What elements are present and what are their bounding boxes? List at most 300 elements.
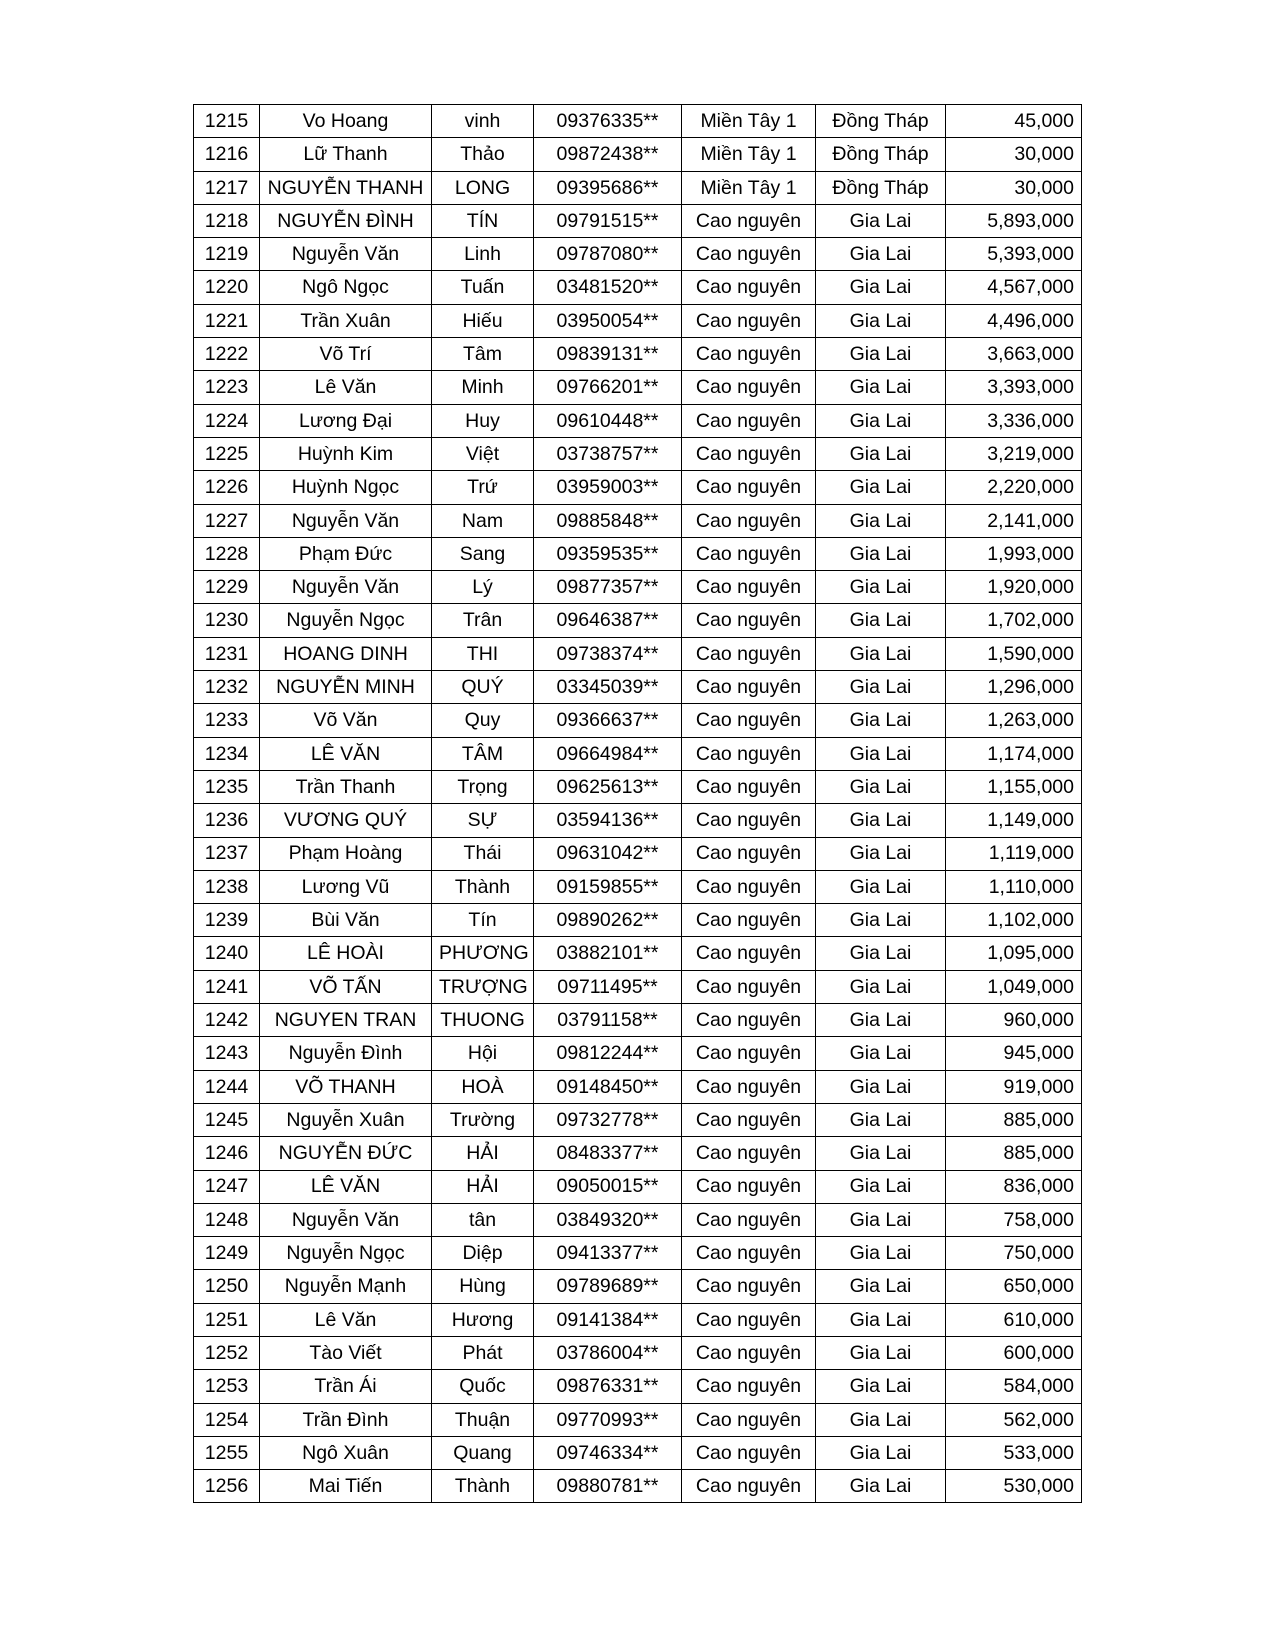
cell-last-name: Quang: [432, 1436, 534, 1469]
cell-region: Cao nguyên: [682, 504, 816, 537]
cell-province: Gia Lai: [816, 904, 946, 937]
cell-region: Cao nguyên: [682, 970, 816, 1003]
cell-last-name: Quốc: [432, 1370, 534, 1403]
cell-id: 1251: [194, 1303, 260, 1336]
cell-first-name: NGUYỄN MINH: [260, 671, 432, 704]
cell-amount: 1,102,000: [946, 904, 1082, 937]
cell-last-name: Thái: [432, 837, 534, 870]
cell-region: Miền Tây 1: [682, 105, 816, 138]
cell-province: Gia Lai: [816, 271, 946, 304]
table-row: [194, 1203, 1082, 1236]
cell-id: 1238: [194, 870, 260, 903]
cell-province: Gia Lai: [816, 1370, 946, 1403]
cell-phone: 09359535**: [534, 537, 682, 570]
cell-last-name: Hội: [432, 1037, 534, 1070]
cell-first-name: NGUYỄN ĐÌNH: [260, 204, 432, 237]
cell-first-name: HOANG DINH: [260, 637, 432, 670]
cell-region: Cao nguyên: [682, 870, 816, 903]
cell-amount: 2,220,000: [946, 471, 1082, 504]
cell-amount: 30,000: [946, 171, 1082, 204]
table-row: [194, 1436, 1082, 1469]
table-row: [194, 637, 1082, 670]
cell-amount: 1,702,000: [946, 604, 1082, 637]
cell-id: 1227: [194, 504, 260, 537]
cell-phone: 09148450**: [534, 1070, 682, 1103]
cell-region: Cao nguyên: [682, 537, 816, 570]
cell-phone: 03849320**: [534, 1203, 682, 1236]
cell-id: 1222: [194, 338, 260, 371]
cell-first-name: LÊ VĂN: [260, 1170, 432, 1203]
cell-amount: 1,119,000: [946, 837, 1082, 870]
cell-amount: 45,000: [946, 105, 1082, 138]
table-row: [194, 870, 1082, 903]
table-row: [194, 1470, 1082, 1503]
cell-amount: 885,000: [946, 1103, 1082, 1136]
cell-first-name: Nguyễn Văn: [260, 504, 432, 537]
cell-amount: 960,000: [946, 1004, 1082, 1037]
cell-province: Gia Lai: [816, 204, 946, 237]
cell-phone: 09812244**: [534, 1037, 682, 1070]
cell-phone: 09877357**: [534, 571, 682, 604]
cell-region: Miền Tây 1: [682, 171, 816, 204]
cell-phone: 09885848**: [534, 504, 682, 537]
cell-phone: 09746334**: [534, 1436, 682, 1469]
cell-region: Cao nguyên: [682, 1203, 816, 1236]
cell-region: Cao nguyên: [682, 238, 816, 271]
cell-amount: 610,000: [946, 1303, 1082, 1336]
cell-province: Đồng Tháp: [816, 138, 946, 171]
cell-last-name: Thảo: [432, 138, 534, 171]
cell-province: Gia Lai: [816, 1436, 946, 1469]
cell-last-name: Nam: [432, 504, 534, 537]
table-row: [194, 804, 1082, 837]
cell-region: Miền Tây 1: [682, 138, 816, 171]
cell-province: Gia Lai: [816, 504, 946, 537]
cell-region: Cao nguyên: [682, 1470, 816, 1503]
cell-amount: 885,000: [946, 1137, 1082, 1170]
cell-first-name: Trần Thanh: [260, 770, 432, 803]
cell-first-name: LÊ VĂN: [260, 737, 432, 770]
cell-region: Cao nguyên: [682, 904, 816, 937]
cell-province: Gia Lai: [816, 338, 946, 371]
cell-amount: 1,590,000: [946, 637, 1082, 670]
cell-province: Gia Lai: [816, 704, 946, 737]
cell-province: Gia Lai: [816, 970, 946, 1003]
cell-last-name: Việt: [432, 437, 534, 470]
cell-phone: 03786004**: [534, 1336, 682, 1369]
cell-id: 1231: [194, 637, 260, 670]
table-row: [194, 404, 1082, 437]
cell-region: Cao nguyên: [682, 338, 816, 371]
cell-amount: 836,000: [946, 1170, 1082, 1203]
table-row: [194, 737, 1082, 770]
cell-id: 1233: [194, 704, 260, 737]
cell-phone: 08483377**: [534, 1137, 682, 1170]
cell-id: 1245: [194, 1103, 260, 1136]
cell-first-name: Lê Văn: [260, 371, 432, 404]
cell-last-name: TÂM: [432, 737, 534, 770]
cell-phone: 03345039**: [534, 671, 682, 704]
cell-province: Gia Lai: [816, 770, 946, 803]
cell-region: Cao nguyên: [682, 1137, 816, 1170]
cell-phone: 09791515**: [534, 204, 682, 237]
table-row: [194, 904, 1082, 937]
cell-amount: 1,174,000: [946, 737, 1082, 770]
cell-amount: 650,000: [946, 1270, 1082, 1303]
table-row: [194, 437, 1082, 470]
cell-last-name: Thành: [432, 870, 534, 903]
cell-phone: 03882101**: [534, 937, 682, 970]
cell-region: Cao nguyên: [682, 1370, 816, 1403]
cell-last-name: Huy: [432, 404, 534, 437]
cell-phone: 03959003**: [534, 471, 682, 504]
cell-id: 1230: [194, 604, 260, 637]
cell-first-name: Vo Hoang: [260, 105, 432, 138]
table-row: [194, 1137, 1082, 1170]
cell-amount: 1,920,000: [946, 571, 1082, 604]
cell-province: Gia Lai: [816, 870, 946, 903]
cell-id: 1226: [194, 471, 260, 504]
table-row: [194, 837, 1082, 870]
cell-province: Gia Lai: [816, 1103, 946, 1136]
cell-amount: 533,000: [946, 1436, 1082, 1469]
cell-first-name: Trần Ái: [260, 1370, 432, 1403]
cell-amount: 1,155,000: [946, 770, 1082, 803]
cell-amount: 562,000: [946, 1403, 1082, 1436]
cell-phone: 09872438**: [534, 138, 682, 171]
cell-last-name: Lý: [432, 571, 534, 604]
cell-amount: 750,000: [946, 1237, 1082, 1270]
cell-last-name: Phát: [432, 1336, 534, 1369]
cell-amount: 919,000: [946, 1070, 1082, 1103]
cell-province: Đồng Tháp: [816, 105, 946, 138]
cell-amount: 3,393,000: [946, 371, 1082, 404]
cell-first-name: VÕ TẤN: [260, 970, 432, 1003]
cell-phone: 03594136**: [534, 804, 682, 837]
cell-last-name: Tuấn: [432, 271, 534, 304]
cell-amount: 530,000: [946, 1470, 1082, 1503]
table-row: [194, 371, 1082, 404]
cell-region: Cao nguyên: [682, 1070, 816, 1103]
cell-amount: 1,110,000: [946, 870, 1082, 903]
cell-region: Cao nguyên: [682, 1170, 816, 1203]
cell-phone: 09770993**: [534, 1403, 682, 1436]
cell-first-name: Võ Văn: [260, 704, 432, 737]
table-row: [194, 271, 1082, 304]
table-row: [194, 604, 1082, 637]
cell-first-name: Lương Đại: [260, 404, 432, 437]
cell-id: 1218: [194, 204, 260, 237]
cell-phone: 09159855**: [534, 870, 682, 903]
cell-last-name: HOÀ: [432, 1070, 534, 1103]
cell-amount: 600,000: [946, 1336, 1082, 1369]
cell-last-name: Hương: [432, 1303, 534, 1336]
cell-amount: 3,219,000: [946, 437, 1082, 470]
table-row: [194, 970, 1082, 1003]
cell-id: 1239: [194, 904, 260, 937]
cell-first-name: Phạm Đức: [260, 537, 432, 570]
cell-first-name: Tào Viết: [260, 1336, 432, 1369]
cell-amount: 584,000: [946, 1370, 1082, 1403]
cell-province: Gia Lai: [816, 437, 946, 470]
table-row: [194, 671, 1082, 704]
cell-last-name: LONG: [432, 171, 534, 204]
cell-amount: 1,149,000: [946, 804, 1082, 837]
cell-amount: 1,296,000: [946, 671, 1082, 704]
cell-id: 1229: [194, 571, 260, 604]
cell-region: Cao nguyên: [682, 1336, 816, 1369]
cell-region: Cao nguyên: [682, 637, 816, 670]
cell-region: Cao nguyên: [682, 1270, 816, 1303]
table-row: [194, 171, 1082, 204]
table-row: [194, 770, 1082, 803]
table-row: [194, 204, 1082, 237]
cell-amount: 5,393,000: [946, 238, 1082, 271]
cell-region: Cao nguyên: [682, 1004, 816, 1037]
table-row: [194, 504, 1082, 537]
cell-id: 1232: [194, 671, 260, 704]
table-row: [194, 1303, 1082, 1336]
cell-id: 1225: [194, 437, 260, 470]
table-row: [194, 471, 1082, 504]
table-row: [194, 138, 1082, 171]
cell-region: Cao nguyên: [682, 571, 816, 604]
table-row: [194, 1170, 1082, 1203]
table-row: [194, 1237, 1082, 1270]
cell-last-name: Hiếu: [432, 304, 534, 337]
cell-province: Gia Lai: [816, 571, 946, 604]
cell-province: Gia Lai: [816, 1170, 946, 1203]
cell-first-name: Nguyễn Ngọc: [260, 1237, 432, 1270]
cell-last-name: HẢI: [432, 1170, 534, 1203]
cell-phone: 03481520**: [534, 271, 682, 304]
cell-id: 1255: [194, 1436, 260, 1469]
cell-first-name: Ngô Xuân: [260, 1436, 432, 1469]
table-row: [194, 1270, 1082, 1303]
cell-id: 1253: [194, 1370, 260, 1403]
cell-phone: 09789689**: [534, 1270, 682, 1303]
cell-province: Gia Lai: [816, 238, 946, 271]
cell-last-name: Tín: [432, 904, 534, 937]
cell-first-name: Nguyễn Ngọc: [260, 604, 432, 637]
table-row: [194, 238, 1082, 271]
cell-last-name: QUÝ: [432, 671, 534, 704]
cell-last-name: HẢI: [432, 1137, 534, 1170]
cell-first-name: Lương Vũ: [260, 870, 432, 903]
cell-first-name: Ngô Ngọc: [260, 271, 432, 304]
cell-province: Gia Lai: [816, 1237, 946, 1270]
cell-province: Gia Lai: [816, 1303, 946, 1336]
cell-region: Cao nguyên: [682, 737, 816, 770]
cell-phone: 09631042**: [534, 837, 682, 870]
cell-region: Cao nguyên: [682, 1237, 816, 1270]
table-row: [194, 1004, 1082, 1037]
cell-last-name: TÍN: [432, 204, 534, 237]
cell-first-name: VƯƠNG QUÝ: [260, 804, 432, 837]
cell-phone: 09766201**: [534, 371, 682, 404]
cell-last-name: Hùng: [432, 1270, 534, 1303]
cell-id: 1240: [194, 937, 260, 970]
cell-first-name: Nguyễn Văn: [260, 1203, 432, 1236]
cell-last-name: Sang: [432, 537, 534, 570]
cell-id: 1243: [194, 1037, 260, 1070]
cell-first-name: NGUYỄN THANH: [260, 171, 432, 204]
cell-id: 1221: [194, 304, 260, 337]
cell-id: 1235: [194, 770, 260, 803]
cell-phone: 09876331**: [534, 1370, 682, 1403]
table-row: [194, 105, 1082, 138]
cell-phone: 03791158**: [534, 1004, 682, 1037]
cell-last-name: Linh: [432, 238, 534, 271]
cell-phone: 09787080**: [534, 238, 682, 271]
cell-province: Gia Lai: [816, 1137, 946, 1170]
cell-region: Cao nguyên: [682, 937, 816, 970]
cell-amount: 1,095,000: [946, 937, 1082, 970]
cell-phone: 09625613**: [534, 770, 682, 803]
cell-phone: 09395686**: [534, 171, 682, 204]
cell-phone: 09711495**: [534, 970, 682, 1003]
table-row: [194, 571, 1082, 604]
cell-province: Gia Lai: [816, 837, 946, 870]
cell-first-name: Mai Tiến: [260, 1470, 432, 1503]
cell-first-name: Lữ Thanh: [260, 138, 432, 171]
cell-first-name: Lê Văn: [260, 1303, 432, 1336]
cell-province: Đồng Tháp: [816, 171, 946, 204]
cell-first-name: LÊ HOÀI: [260, 937, 432, 970]
table-row: [194, 1403, 1082, 1436]
cell-province: Gia Lai: [816, 1270, 946, 1303]
table-row: [194, 937, 1082, 970]
cell-last-name: Tâm: [432, 338, 534, 371]
table-row: [194, 1336, 1082, 1369]
cell-amount: 5,893,000: [946, 204, 1082, 237]
cell-amount: 1,263,000: [946, 704, 1082, 737]
cell-amount: 1,049,000: [946, 970, 1082, 1003]
table-row: [194, 304, 1082, 337]
cell-id: 1228: [194, 537, 260, 570]
cell-region: Cao nguyên: [682, 437, 816, 470]
cell-first-name: Nguyễn Văn: [260, 238, 432, 271]
cell-first-name: Trần Xuân: [260, 304, 432, 337]
cell-province: Gia Lai: [816, 1070, 946, 1103]
cell-province: Gia Lai: [816, 1470, 946, 1503]
cell-amount: 1,993,000: [946, 537, 1082, 570]
cell-phone: 09738374**: [534, 637, 682, 670]
cell-amount: 3,336,000: [946, 404, 1082, 437]
cell-last-name: Trân: [432, 604, 534, 637]
cell-phone: 03950054**: [534, 304, 682, 337]
cell-amount: 4,567,000: [946, 271, 1082, 304]
cell-phone: 09646387**: [534, 604, 682, 637]
cell-province: Gia Lai: [816, 371, 946, 404]
cell-phone: 09890262**: [534, 904, 682, 937]
table-row: [194, 1037, 1082, 1070]
cell-last-name: Trường: [432, 1103, 534, 1136]
cell-id: 1236: [194, 804, 260, 837]
cell-last-name: THI: [432, 637, 534, 670]
cell-province: Gia Lai: [816, 804, 946, 837]
cell-first-name: VÕ THANH: [260, 1070, 432, 1103]
cell-id: 1254: [194, 1403, 260, 1436]
cell-id: 1215: [194, 105, 260, 138]
cell-region: Cao nguyên: [682, 604, 816, 637]
cell-id: 1250: [194, 1270, 260, 1303]
cell-id: 1217: [194, 171, 260, 204]
cell-province: Gia Lai: [816, 471, 946, 504]
cell-first-name: Huỳnh Kim: [260, 437, 432, 470]
cell-province: Gia Lai: [816, 937, 946, 970]
cell-last-name: Diệp: [432, 1237, 534, 1270]
cell-last-name: tân: [432, 1203, 534, 1236]
cell-province: Gia Lai: [816, 604, 946, 637]
cell-region: Cao nguyên: [682, 1403, 816, 1436]
cell-province: Gia Lai: [816, 737, 946, 770]
cell-first-name: Võ Trí: [260, 338, 432, 371]
cell-id: 1241: [194, 970, 260, 1003]
cell-last-name: vinh: [432, 105, 534, 138]
cell-province: Gia Lai: [816, 1403, 946, 1436]
cell-first-name: Nguyễn Xuân: [260, 1103, 432, 1136]
cell-phone: 09880781**: [534, 1470, 682, 1503]
cell-first-name: Nguyễn Đình: [260, 1037, 432, 1070]
table-row: [194, 1370, 1082, 1403]
customer-list-table: [193, 104, 1082, 1503]
cell-province: Gia Lai: [816, 537, 946, 570]
cell-region: Cao nguyên: [682, 770, 816, 803]
cell-province: Gia Lai: [816, 1203, 946, 1236]
table-row: [194, 537, 1082, 570]
cell-last-name: Thuận: [432, 1403, 534, 1436]
table-row: [194, 704, 1082, 737]
cell-phone: 09664984**: [534, 737, 682, 770]
cell-first-name: Bùi Văn: [260, 904, 432, 937]
cell-phone: 09610448**: [534, 404, 682, 437]
cell-phone: 09376335**: [534, 105, 682, 138]
cell-region: Cao nguyên: [682, 404, 816, 437]
cell-phone: 09839131**: [534, 338, 682, 371]
cell-id: 1249: [194, 1237, 260, 1270]
cell-province: Gia Lai: [816, 1004, 946, 1037]
cell-phone: 09141384**: [534, 1303, 682, 1336]
cell-id: 1237: [194, 837, 260, 870]
cell-region: Cao nguyên: [682, 471, 816, 504]
cell-region: Cao nguyên: [682, 704, 816, 737]
cell-last-name: SỰ: [432, 804, 534, 837]
cell-amount: 30,000: [946, 138, 1082, 171]
cell-amount: 2,141,000: [946, 504, 1082, 537]
cell-province: Gia Lai: [816, 671, 946, 704]
cell-id: 1219: [194, 238, 260, 271]
cell-amount: 3,663,000: [946, 338, 1082, 371]
cell-region: Cao nguyên: [682, 671, 816, 704]
cell-province: Gia Lai: [816, 1336, 946, 1369]
table-body: [194, 105, 1082, 1503]
cell-last-name: Trứ: [432, 471, 534, 504]
cell-first-name: Phạm Hoàng: [260, 837, 432, 870]
cell-last-name: TRƯỢNG: [432, 970, 534, 1003]
cell-amount: 4,496,000: [946, 304, 1082, 337]
cell-first-name: NGUYỄN ĐỨC: [260, 1137, 432, 1170]
cell-region: Cao nguyên: [682, 304, 816, 337]
cell-id: 1224: [194, 404, 260, 437]
cell-last-name: Minh: [432, 371, 534, 404]
cell-id: 1248: [194, 1203, 260, 1236]
cell-first-name: Trần Đình: [260, 1403, 432, 1436]
cell-region: Cao nguyên: [682, 804, 816, 837]
cell-last-name: Thành: [432, 1470, 534, 1503]
cell-id: 1252: [194, 1336, 260, 1369]
cell-last-name: Quy: [432, 704, 534, 737]
